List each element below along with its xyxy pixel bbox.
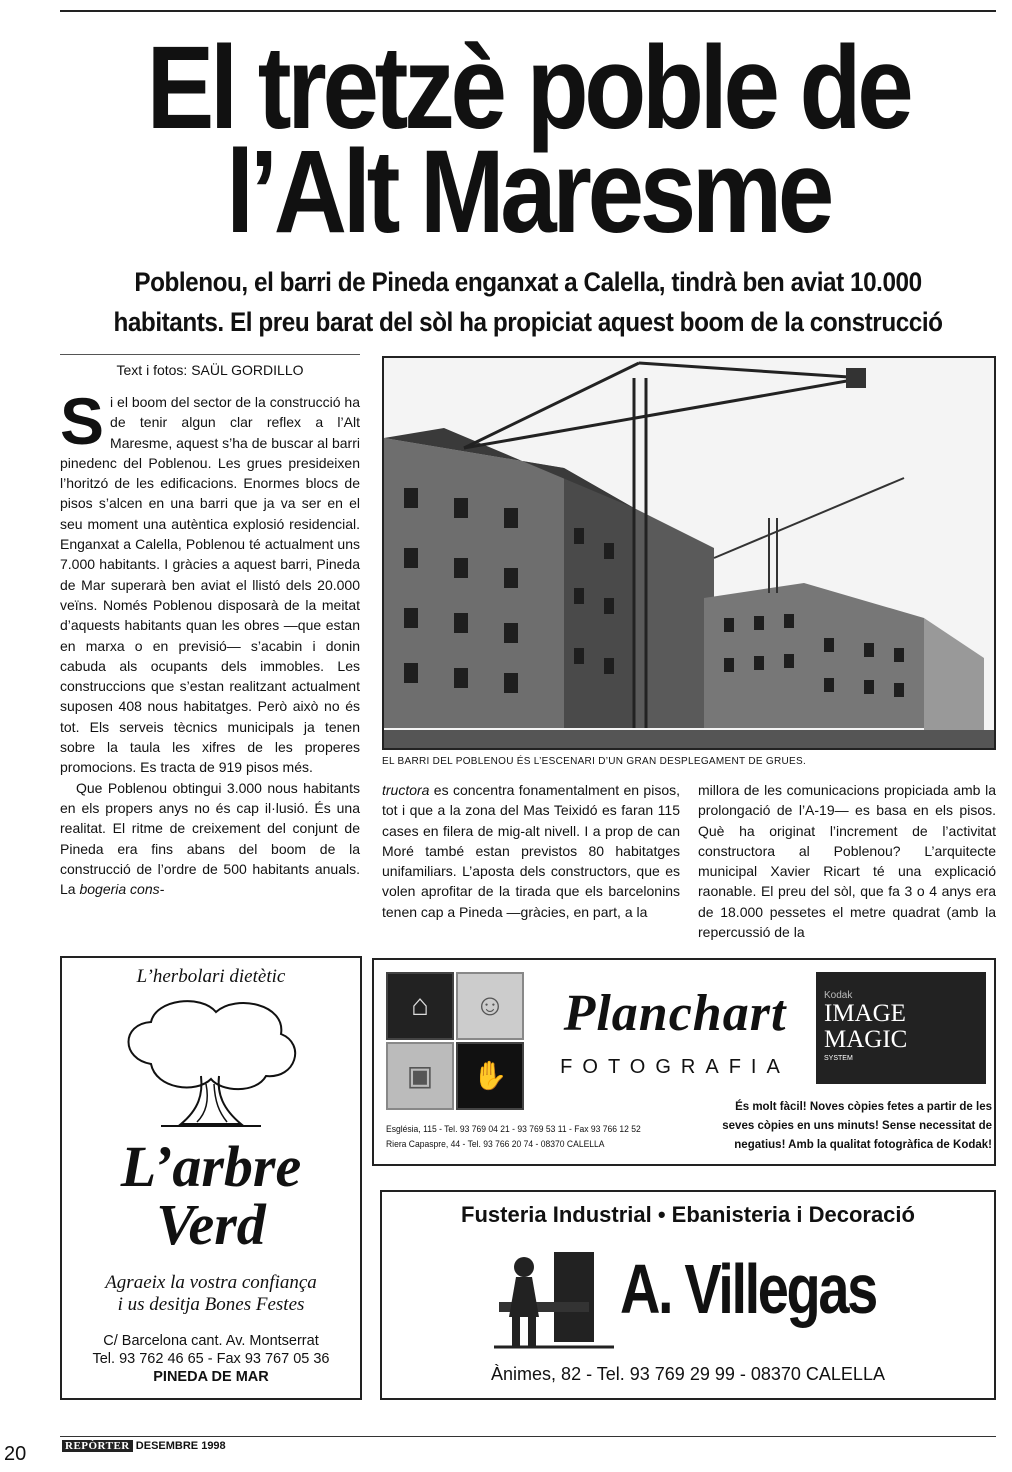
- drop-cap: S: [60, 384, 105, 458]
- issue-date: DESEMBRE 1998: [135, 1440, 226, 1452]
- top-rule: [60, 10, 996, 12]
- ad-name-line-2: Verd: [156, 1192, 266, 1257]
- headline: [126, 22, 931, 258]
- page-number: 20: [4, 1443, 27, 1465]
- image-magic-logo: [816, 972, 986, 1084]
- arbre-verd-ad: [60, 956, 362, 1400]
- photo-illustration: [384, 358, 994, 748]
- kodak-label: Kodak: [824, 990, 853, 1001]
- planchart-promo: [720, 1098, 992, 1155]
- address-line: Església, 115 - Tel. 93 769 04 21 - 93 769 53 11 - Fax 93 766 12 52: [386, 1124, 641, 1135]
- article-column-2: [382, 780, 680, 922]
- ad-name-line-1: L’arbre: [120, 1134, 302, 1199]
- italic-text: tructora: [382, 782, 430, 798]
- paragraph: [698, 780, 996, 942]
- subheadline-line-2: habitants. El preu barat del sòl ha propiciat aquest boom de la construcció: [113, 307, 943, 337]
- byline-rule: [60, 354, 360, 355]
- promo-line: seves còpies en uns minuts! Sense necessitat de: [722, 1120, 992, 1132]
- ad-address: C/ Barcelona cant. Av. Montserrat: [103, 1333, 319, 1349]
- paragraph: [60, 384, 360, 778]
- ad-slogan-line-2: i us desitja Bones Festes: [117, 1294, 305, 1315]
- planchart-addresses: [386, 1122, 683, 1152]
- headline-line-1: El tretzè poble de: [146, 22, 910, 154]
- byline: Text i fotos: SAÜL GORDILLO: [116, 362, 304, 378]
- hand-icon: ✋: [456, 1042, 524, 1110]
- address-line: Riera Capaspre, 44 - Tel. 93 766 20 74 - 08370 CALELLA: [386, 1139, 605, 1150]
- subheadline: [107, 262, 949, 342]
- paragraph: [382, 780, 680, 922]
- photo-caption: EL BARRI DEL POBLENOU ÉS L’ESCENARI D’UN GRAN DESPLEGAMENT DE GRUES.: [382, 756, 807, 767]
- ad-town: PINEDA DE MAR: [153, 1369, 269, 1385]
- tree-icon: [111, 994, 311, 1134]
- magazine-logo: REPÒRTER: [62, 1440, 133, 1452]
- ad-phone: Tel. 93 762 46 65 - Fax 93 767 05 36: [92, 1351, 330, 1367]
- paragraph: [60, 778, 360, 900]
- ad-slogan-line-1: Agraeix la vostra confiança: [105, 1272, 317, 1293]
- camera-icon: ▣: [386, 1042, 454, 1110]
- system-label: SYSTEM: [824, 1055, 853, 1062]
- villegas-address: Ànimes, 82 - Tel. 93 769 29 99 - 08370 CALELLA: [491, 1364, 885, 1384]
- promo-line: negatius! Amb la qualitat fotogràfica de Kodak!: [734, 1139, 992, 1151]
- promo-line: És molt fàcil! Noves còpies fetes a partir de les: [735, 1101, 992, 1113]
- footer-rule: [60, 1436, 996, 1437]
- paragraph-text: es concentra fonamentalment en pisos, tot i que a la zona del Mas Teixidó es faran 115 cases en filera de mig-alt nivell. I a prop de can Moré també estan previstos 80 habitatges unifamiliars. L’aposta dels constructors, que es volen aprofitar de la tirada que els barcelonins tenen cap a Pineda —gràcies, en part, a la: [382, 782, 680, 920]
- construction-cranes-photo: [382, 356, 996, 750]
- villegas-tagline: Fusteria Industrial • Ebanisteria i Decoració: [461, 1202, 915, 1227]
- planchart-ad: [372, 958, 996, 1166]
- planchart-subtitle: FOTOGRAFIA: [560, 1056, 790, 1078]
- paragraph-text: i el boom del sector de la construcció ha de tenir algun clar reflex a l’Alt Maresme, aquest s’ha de buscar al barri pinedenc del Poblenou. Les grues presideixen l’horitzó de les edificacions. Enormes blocs de pisos s’alcen en una barri que ja va ser en el seu moment una autèntica explosió residencial. Enganxat a Calella, Poblenou té actualment uns 7.000 habitants. I gràcies a aquest barri, Pineda de Mar superarà ben aviat el llistó dels 20.000 veïns. Només Poblenou disposarà de la meitat d’aquests habitants quan les obres —que estan en marxa o en previsió— s’acabin i donin cabuda als ocupants dels immobles. Les construccions que s’estan realitzant actualment suposen 408 nous habitatges. Però això no és tot. Els serveis tècnics municipals ja tenen sobre la taula les xifres de les properes promocions. Es tracta de 919 pisos més.: [60, 394, 360, 776]
- photo-icons-grid: [386, 972, 522, 1108]
- footer-brand: [62, 1440, 226, 1452]
- paragraph-text: Que Poblenou obtingui 3.000 nous habitants en els propers anys no és cap il·lusió. És una realitat. El ritme de creixement del conjunt de Pineda era fins abans del boom de la construcció de l’ordre de 500 habitants anuals. La: [60, 779, 360, 898]
- italic-text: bogeria cons-: [79, 881, 165, 898]
- teddy-bear-icon: ☺: [456, 972, 524, 1040]
- article-column-3: [698, 780, 996, 942]
- ad-tagline: L’herbolari dietètic: [136, 966, 286, 987]
- headline-line-2: l’Alt Maresme: [226, 126, 830, 258]
- planchart-logo: Planchart: [563, 985, 787, 1042]
- villegas-ad: [380, 1190, 996, 1400]
- paragraph-text: millora de les comunicacions propiciada amb la prolongació de l’A-19— es basa en els pisos. Què ha originat l’increment de l’activitat constructora al Poblenou? L’arquitecte municipal Xavier Ricart té una explicació raonable. El preu del sòl, que fa 3 o 4 anys era de 18.000 pessetes el metre quadrat (amb la repercussió de la: [698, 782, 996, 941]
- carpenter-icon: [494, 1242, 614, 1352]
- subheadline-line-1: Poblenou, el barri de Pineda enganxat a Calella, tindrà ben aviat 10.000: [134, 267, 922, 297]
- article-column-1: [60, 384, 360, 899]
- house-icon: ⌂: [386, 972, 454, 1040]
- image-magic-label: IMAGE MAGIC: [824, 1000, 908, 1053]
- villegas-name: A. Villegas: [620, 1250, 876, 1328]
